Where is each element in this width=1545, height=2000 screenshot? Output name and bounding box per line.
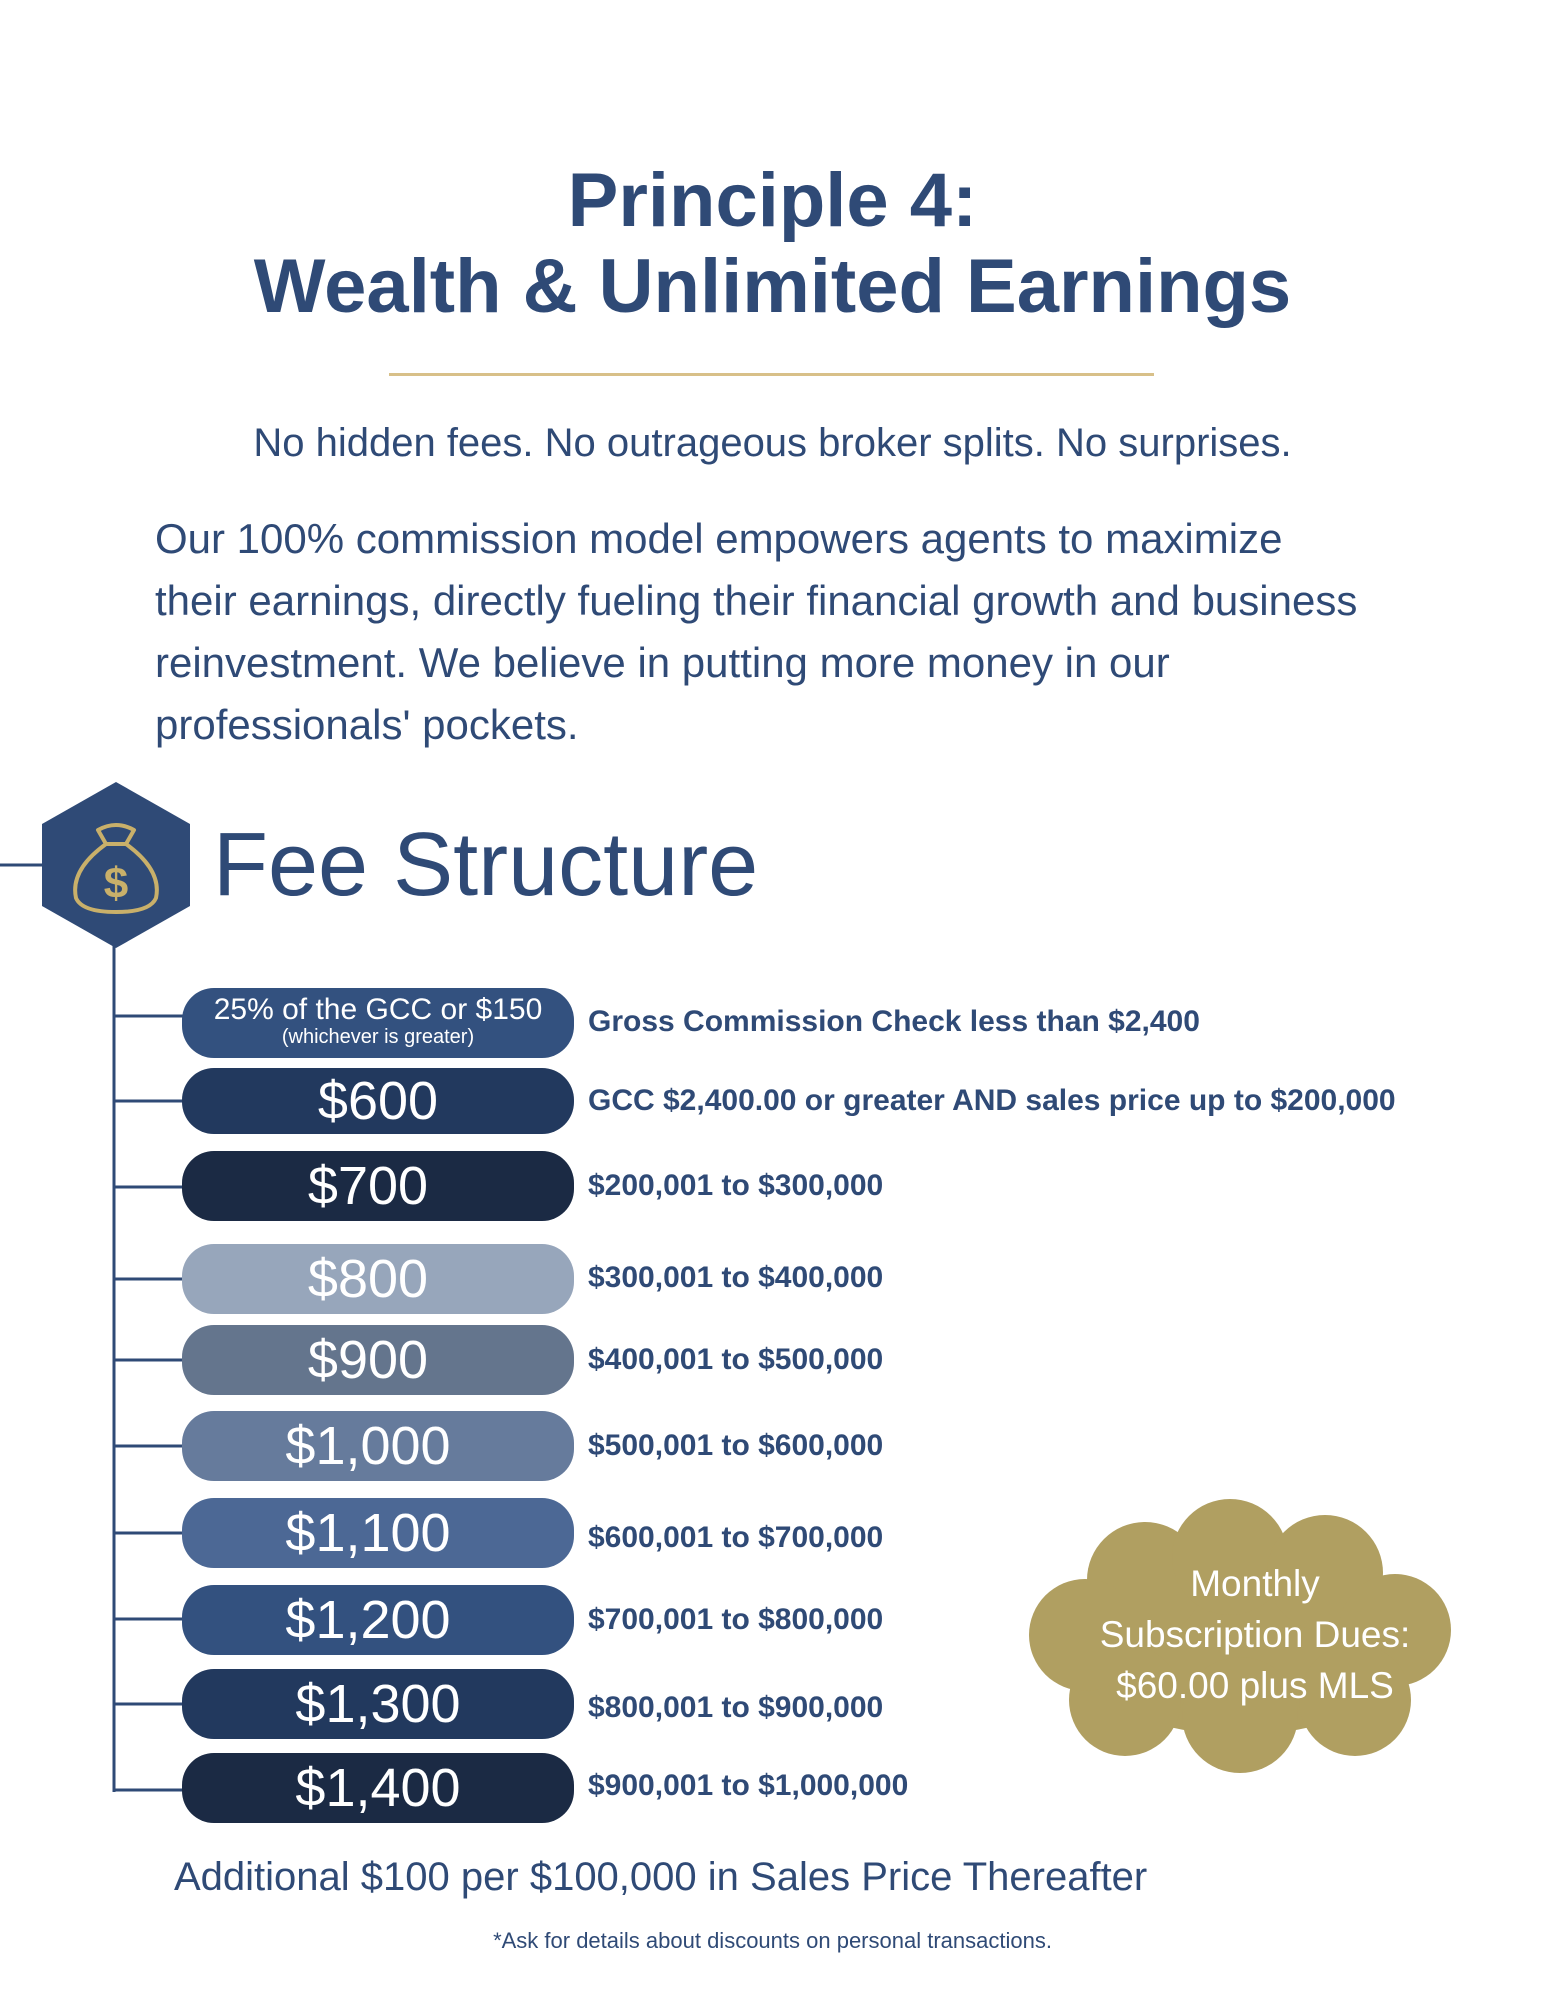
additional-fee-note: Additional $100 per $100,000 in Sales Price Thereafter (174, 1855, 1148, 1899)
fee-amount: $900 (307, 1330, 429, 1390)
fee-pill-tier-3 (182, 1151, 574, 1221)
fee-note: (whichever is greater) (281, 1026, 475, 1048)
fee-range-tier-4: $300,001 to $400,000 (588, 1261, 884, 1294)
fee-pill-tier-8 (182, 1585, 574, 1655)
fee-range-tier-2: GCC $2,400.00 or greater AND sales price up to $200,000 (588, 1084, 1396, 1117)
fee-pill-tier-9 (182, 1669, 574, 1739)
subscription-dues-callout (1070, 1558, 1440, 1711)
fee-pill-tier-2 (182, 1068, 574, 1134)
intro-paragraph: Our 100% commission model empowers agents to maximize their earnings, directly fueling their financial growth and business reinvestment. We believe in putting more money in our professionals' pockets. (155, 515, 1358, 748)
fee-amount: $1,300 (295, 1674, 461, 1734)
cloud-line-3: $60.00 plus MLS (1116, 1665, 1394, 1706)
fee-range-tier-3: $200,001 to $300,000 (588, 1169, 884, 1202)
fee-pill-tier-7 (182, 1498, 574, 1568)
fee-pill-tier-1 (182, 988, 574, 1058)
fee-amount: $600 (317, 1071, 439, 1131)
fee-range-tier-1: Gross Commission Check less than $2,400 (588, 1005, 1200, 1038)
fee-pill-tier-10 (182, 1753, 574, 1823)
fee-amount: $700 (307, 1156, 429, 1216)
fee-range-tier-5: $400,001 to $500,000 (588, 1343, 884, 1376)
fee-range-tier-6: $500,001 to $600,000 (588, 1429, 884, 1462)
tagline: No hidden fees. No outrageous broker splits. No surprises. (253, 421, 1292, 465)
fee-amount: $1,400 (295, 1758, 461, 1818)
fee-amount: $1,000 (285, 1416, 451, 1476)
money-bag-icon (40, 780, 192, 950)
fee-range-tier-7: $600,001 to $700,000 (588, 1521, 884, 1554)
title-line-2: Wealth & Unlimited Earnings (253, 244, 1292, 329)
footnote: *Ask for details about discounts on personal transactions. (493, 1928, 1052, 1953)
fee-structure-title: Fee Structure (213, 815, 759, 915)
fee-pill-tier-4 (182, 1244, 574, 1314)
fee-range-tier-8: $700,001 to $800,000 (588, 1603, 884, 1636)
fee-amount: $1,200 (285, 1590, 451, 1650)
fee-pill-tier-6 (182, 1411, 574, 1481)
cloud-line-1: Monthly (1190, 1563, 1320, 1604)
fee-amount: $800 (307, 1249, 429, 1309)
fee-range-tier-9: $800,001 to $900,000 (588, 1691, 884, 1724)
fee-amount: 25% of the GCC or $150 (213, 993, 543, 1026)
cloud-line-2: Subscription Dues: (1099, 1614, 1411, 1655)
svg-text:$: $ (103, 859, 129, 908)
fee-range-tier-10: $900,001 to $1,000,000 (588, 1769, 909, 1802)
title-line-1: Principle 4: (567, 158, 978, 243)
fee-pill-tier-5 (182, 1325, 574, 1395)
fee-amount: $1,100 (285, 1503, 451, 1563)
